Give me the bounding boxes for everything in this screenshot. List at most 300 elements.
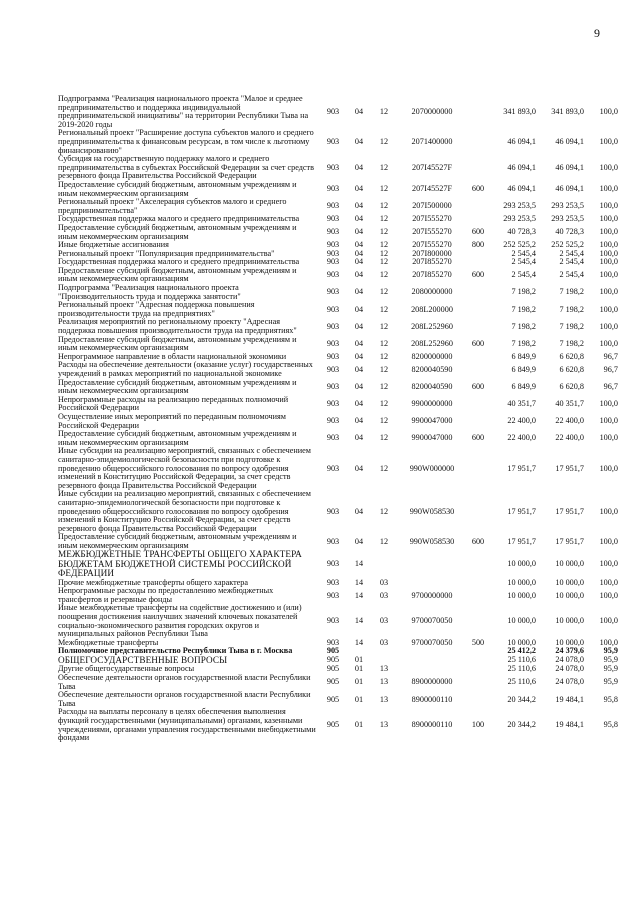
row-description: Расходы на выплаты персоналу в целях обеспечения выполнения функций государственными (муниципальными) органами, казенными учреждениями, органами управления государственными внебюджетными фондами [58, 707, 316, 743]
row-admin-code: 903 [326, 590, 340, 600]
table-row [58, 379, 618, 396]
row-expense-type [468, 258, 488, 267]
table-row [58, 447, 618, 490]
table-row [58, 95, 618, 129]
table-row [58, 267, 618, 284]
row-section-code: 04 [354, 364, 364, 374]
row-percent: 100,0 [599, 559, 618, 569]
row-planned-amount: 17 951,7 [507, 506, 536, 516]
row-planned-amount: 6 849,9 [511, 381, 536, 391]
row-expense-type: 600 [471, 536, 485, 546]
row-target-code: 207I555270 [412, 227, 452, 237]
row-percent: 100,0 [599, 506, 618, 516]
row-target-code: 208L252960 [411, 321, 453, 331]
row-target-code: 207I855270 [412, 270, 452, 280]
row-target-code: 207I500000 [412, 201, 452, 211]
row-percent: 95,8 [603, 720, 618, 730]
row-description: Межбюджетные трансферты [58, 637, 159, 647]
row-percent: 100,0 [599, 536, 618, 546]
row-subsection-code: 13 [379, 664, 389, 674]
row-target-code: 990W058530 [409, 536, 455, 546]
row-target-code: 990W000000 [409, 463, 455, 473]
row-admin-code: 903 [326, 364, 340, 374]
table-row [58, 490, 618, 533]
table-row [58, 396, 618, 413]
row-actual-amount: 7 198,2 [559, 287, 584, 297]
row-admin-code: 905 [326, 677, 340, 687]
row-subsection-code: 13 [379, 720, 389, 730]
row-expense-type [468, 665, 488, 674]
row-expense-type [468, 353, 488, 362]
table-row [58, 674, 618, 691]
row-admin-code: 903 [326, 240, 340, 250]
row-actual-amount: 7 198,2 [559, 321, 584, 331]
row-subsection-code: 13 [379, 694, 389, 704]
row-percent: 100,0 [599, 257, 618, 267]
row-planned-amount: 2 545,4 [511, 270, 536, 280]
row-planned-amount: 25 412,2 [507, 646, 536, 656]
row-admin-code: 903 [326, 270, 340, 280]
row-section-code: 04 [354, 240, 364, 250]
row-section-code: 04 [354, 381, 364, 391]
row-percent: 100,0 [599, 338, 618, 348]
row-percent: 100,0 [599, 637, 618, 647]
row-description: Предоставление субсидий бюджетным, автономным учреждениям и иным некоммерческим организациям [58, 377, 297, 396]
row-planned-amount: 17 951,7 [507, 536, 536, 546]
row-actual-amount: 22 400,0 [555, 416, 584, 426]
row-planned-amount: 46 094,1 [507, 136, 536, 146]
row-description: Полномочное представительство Республики Тыва в г. Москва [58, 646, 293, 656]
row-expense-type: 600 [471, 433, 485, 443]
row-actual-amount: 7 198,2 [559, 338, 584, 348]
row-subsection-code: 12 [379, 304, 389, 314]
row-description: Прочие межбюджетные трансферты общего характера [58, 577, 249, 587]
row-expense-type [468, 550, 488, 578]
row-actual-amount: 17 951,7 [555, 463, 584, 473]
row-target-code: 207I855270 [412, 257, 452, 267]
row-admin-code: 903 [326, 106, 340, 116]
row-admin-code: 905 [326, 664, 340, 674]
row-subsection-code: 03 [379, 616, 389, 626]
row-subsection-code: 12 [379, 416, 389, 426]
row-percent: 100,0 [599, 227, 618, 237]
row-section-code: 04 [354, 287, 364, 297]
row-percent: 100,0 [599, 270, 618, 280]
table-row [58, 413, 618, 430]
table-row [58, 224, 618, 241]
row-planned-amount: 25 110,6 [507, 664, 536, 674]
row-description: Региональный проект "Адресная поддержка повышения производительности труда на предприятиях" [58, 300, 255, 318]
row-admin-code: 903 [326, 162, 340, 172]
row-section-code: 01 [354, 664, 364, 674]
row-subsection-code: 12 [379, 227, 389, 237]
row-admin-code: 903 [326, 248, 340, 258]
table-row [58, 430, 618, 447]
row-description: Иные субсидии на реализацию мероприятий, связанных с обеспечением санитарно-эпидемиологической безопасности при подготовке к проведению общероссийского голосования по вопросу одобрения изменений в Конституцию Российской Федерации, за счет средств резервного фонда Правительства Российской Федерации [58, 446, 311, 490]
row-target-code: 207I800000 [412, 248, 452, 258]
row-admin-code: 903 [326, 416, 340, 426]
row-description: Предоставление субсидий бюджетным, автономным учреждениям и иным некоммерческим организациям [58, 334, 297, 353]
row-expense-type [468, 318, 488, 335]
row-percent: 100,0 [599, 321, 618, 331]
row-description: Иные бюджетные ассигнования [58, 240, 169, 250]
row-admin-code: 903 [326, 351, 340, 361]
row-actual-amount: 2 545,4 [559, 257, 584, 267]
row-subsection-code: 12 [379, 381, 389, 391]
row-target-code: 207I45527F [411, 184, 453, 194]
row-subsection-code: 12 [379, 184, 389, 194]
row-description: Субсидия на государственную поддержку малого и среднего предпринимательства в субъектах Российской Федерации за счет средств резервного фонда Правительства Российской Федерации [58, 154, 314, 181]
row-expense-type: 500 [471, 637, 485, 647]
row-description: Непрограммные расходы на реализацию переданных полномочий Российской Федерации [58, 394, 289, 413]
row-subsection-code: 12 [379, 248, 389, 258]
row-description: Предоставление субсидий бюджетным, автономным учреждениям и иным некоммерческим организациям [58, 179, 297, 198]
row-section-code: 04 [354, 463, 364, 473]
row-admin-code: 903 [326, 536, 340, 546]
row-section-code: 04 [354, 106, 364, 116]
row-actual-amount: 10 000,0 [555, 559, 584, 569]
row-expense-type [468, 691, 488, 708]
row-subsection-code: 12 [379, 257, 389, 267]
row-subsection-code: 12 [379, 351, 389, 361]
row-section-code: 04 [354, 162, 364, 172]
row-planned-amount: 10 000,0 [507, 637, 536, 647]
row-section-code: 04 [354, 321, 364, 331]
row-subsection-code: 12 [379, 433, 389, 443]
row-target-code [396, 647, 468, 656]
table-row [58, 301, 618, 318]
row-actual-amount: 10 000,0 [555, 577, 584, 587]
row-subsection-code: 12 [379, 463, 389, 473]
row-target-code: 2080000000 [411, 287, 453, 297]
row-subsection-code: 12 [379, 364, 389, 374]
row-section-code: 01 [354, 677, 364, 687]
row-admin-code: 905 [326, 720, 340, 730]
row-description: Региональный проект "Популяризация предпринимательства" [58, 248, 275, 258]
row-actual-amount: 2 545,4 [559, 270, 584, 280]
row-percent: 100,0 [599, 240, 618, 250]
row-target-code [396, 550, 468, 578]
row-expense-type [468, 587, 488, 604]
row-description: Предоставление субсидий бюджетным, автономным учреждениям и иным некоммерческим организациям [58, 532, 297, 550]
row-expense-type [468, 447, 488, 490]
row-target-code: 208L252960 [411, 338, 453, 348]
row-admin-code: 903 [326, 287, 340, 297]
row-description: Обеспечение деятельности органов государственной власти Республики Тыва [58, 690, 311, 708]
row-section-code: 04 [354, 270, 364, 280]
row-subsection-code: 12 [379, 240, 389, 250]
row-subsection-code: 12 [379, 106, 389, 116]
row-percent: 95,9 [603, 646, 618, 656]
row-percent: 100,0 [599, 136, 618, 146]
row-section-code: 14 [354, 559, 364, 569]
row-actual-amount: 22 400,0 [555, 433, 584, 443]
row-section-code: 14 [354, 590, 364, 600]
row-description: Другие общегосударственные вопросы [58, 664, 195, 674]
row-description: Предоставление субсидий бюджетным, автономным учреждениям и иным некоммерческим организациям [58, 429, 297, 447]
row-actual-amount: 2 545,4 [559, 248, 584, 258]
row-admin-code: 903 [326, 136, 340, 146]
row-target-code: 8900000110 [411, 720, 453, 730]
row-section-code: 04 [354, 227, 364, 237]
row-actual-amount: 293 253,5 [551, 214, 584, 224]
row-admin-code: 903 [326, 304, 340, 314]
row-subsection-code [372, 647, 396, 656]
table-row [58, 318, 618, 335]
table-row [58, 550, 618, 578]
row-section-code: 14 [354, 637, 364, 647]
row-planned-amount: 46 094,1 [507, 184, 536, 194]
row-percent: 100,0 [599, 184, 618, 194]
row-target-code: 9900047000 [411, 416, 453, 426]
row-subsection-code: 03 [379, 577, 389, 587]
row-actual-amount: 6 620,8 [559, 351, 584, 361]
table-row [58, 155, 618, 181]
row-section-code: 04 [354, 433, 364, 443]
row-planned-amount: 293 253,5 [503, 201, 536, 211]
row-expense-type [468, 250, 488, 259]
row-planned-amount: 2 545,4 [511, 248, 536, 258]
row-description: Предоставление субсидий бюджетным, автономным учреждениям и иным некоммерческим организациям [58, 265, 297, 284]
row-subsection-code: 12 [379, 536, 389, 546]
table-row [58, 336, 618, 353]
row-percent: 95,9 [603, 677, 618, 687]
row-target-code: 8900000000 [411, 677, 453, 687]
row-subsection-code [372, 550, 396, 578]
row-percent: 96,7 [603, 364, 618, 374]
row-planned-amount: 17 951,7 [507, 463, 536, 473]
row-section-code: 01 [354, 720, 364, 730]
table-row [58, 129, 618, 155]
row-actual-amount: 6 620,8 [559, 381, 584, 391]
row-actual-amount: 24 078,0 [555, 677, 584, 687]
row-description: Подпрограмма "Реализация национального проекта "Малое и среднее предпринимательство и поддержка индивидуальной предпринимательской инициативы" на территории Республики Тыва на 2019-2020 годы [58, 94, 309, 129]
row-percent: 100,0 [599, 214, 618, 224]
row-target-code: 207I555270 [412, 214, 452, 224]
row-section-code: 04 [354, 136, 364, 146]
row-admin-code: 903 [326, 463, 340, 473]
row-planned-amount: 252 525,2 [503, 240, 536, 250]
row-expense-type [468, 396, 488, 413]
row-planned-amount: 7 198,2 [511, 287, 536, 297]
row-description: Расходы на обеспечение деятельности (оказание услуг) государственных учреждений в рамках мероприятий по национальной экономике [58, 360, 313, 378]
row-description: Осуществление иных мероприятий по переданным полномочиям Российской Федерации [58, 411, 286, 430]
row-actual-amount: 40 351,7 [555, 399, 584, 409]
row-target-code: 8200040590 [411, 364, 453, 374]
row-planned-amount: 10 000,0 [507, 559, 536, 569]
row-percent: 100,0 [599, 287, 618, 297]
row-admin-code: 903 [326, 577, 340, 587]
row-actual-amount: 24 078,0 [555, 664, 584, 674]
row-target-code: 8200040590 [411, 381, 453, 391]
row-planned-amount: 7 198,2 [511, 338, 536, 348]
row-actual-amount: 19 484,1 [555, 694, 584, 704]
row-admin-code: 905 [326, 655, 340, 665]
page-number: 9 [594, 26, 600, 40]
row-expense-type [468, 95, 488, 129]
row-subsection-code: 12 [379, 287, 389, 297]
row-target-code: 9700000000 [411, 590, 453, 600]
row-subsection-code: 12 [379, 214, 389, 224]
row-target-code: 9700070050 [411, 637, 453, 647]
row-description: Иные субсидии на реализацию мероприятий, связанных с обеспечением санитарно-эпидемиологической безопасности при подготовке к проведению общероссийского голосования по вопросу одобрения изменений в Конституцию Российской Федерации, за счет средств резервного фонда Правительства Российской Федерации [58, 489, 311, 533]
row-subsection-code: 12 [379, 338, 389, 348]
row-description: Предоставление субсидий бюджетным, автономным учреждениям и иным некоммерческим организациям [58, 222, 297, 241]
row-description: МЕЖБЮДЖЕТНЫЕ ТРАНСФЕРТЫ ОБЩЕГО ХАРАКТЕРА БЮДЖЕТАМ БЮДЖЕТНОЙ СИСТЕМЫ РОССИЙСКОЙ ФЕДЕРАЦИИ [58, 549, 302, 579]
row-expense-type [468, 579, 488, 588]
row-admin-code: 903 [326, 616, 340, 626]
row-actual-amount: 252 525,2 [551, 240, 584, 250]
row-admin-code: 903 [326, 257, 340, 267]
row-actual-amount: 40 728,3 [555, 227, 584, 237]
row-percent: 100,0 [599, 399, 618, 409]
row-expense-type [468, 604, 488, 638]
row-planned-amount: 22 400,0 [507, 433, 536, 443]
row-section-code: 04 [354, 257, 364, 267]
row-target-code: 207I45527F [411, 162, 453, 172]
row-actual-amount: 10 000,0 [555, 616, 584, 626]
row-subsection-code: 12 [379, 506, 389, 516]
row-section-code: 04 [354, 214, 364, 224]
row-subsection-code: 13 [379, 677, 389, 687]
row-percent: 100,0 [599, 463, 618, 473]
row-subsection-code: 12 [379, 270, 389, 280]
row-target-code: 2071400000 [411, 136, 453, 146]
row-expense-type: 800 [471, 240, 485, 250]
row-target-code: 2070000000 [411, 106, 453, 116]
row-percent: 96,7 [603, 351, 618, 361]
row-target-code [396, 656, 468, 665]
row-planned-amount: 20 344,2 [507, 694, 536, 704]
row-percent: 100,0 [599, 248, 618, 258]
row-actual-amount: 341 893,0 [551, 106, 584, 116]
row-subsection-code: 12 [379, 136, 389, 146]
row-planned-amount: 40 728,3 [507, 227, 536, 237]
row-section-code: 04 [354, 201, 364, 211]
row-percent: 100,0 [599, 590, 618, 600]
row-section-code: 04 [354, 506, 364, 516]
row-planned-amount: 40 351,7 [507, 399, 536, 409]
row-percent: 100,0 [599, 201, 618, 211]
row-section-code: 14 [354, 577, 364, 587]
row-description: Подпрограмма "Реализация национального проекта "Производительность труда и поддержка занятости" [58, 283, 241, 301]
row-section-code: 04 [354, 416, 364, 426]
row-subsection-code: 12 [379, 399, 389, 409]
row-actual-amount: 293 253,5 [551, 201, 584, 211]
row-target-code: 8900000110 [411, 694, 453, 704]
row-planned-amount: 10 000,0 [507, 577, 536, 587]
row-expense-type [468, 647, 488, 656]
row-planned-amount: 10 000,0 [507, 616, 536, 626]
row-subsection-code: 12 [379, 321, 389, 331]
row-expense-type [468, 413, 488, 430]
row-actual-amount: 46 094,1 [555, 162, 584, 172]
row-planned-amount: 46 094,1 [507, 162, 536, 172]
row-percent: 95,9 [603, 655, 618, 665]
row-description: ОБЩЕГОСУДАРСТВЕННЫЕ ВОПРОСЫ [58, 655, 228, 666]
row-expense-type [468, 155, 488, 181]
row-section-code: 04 [354, 248, 364, 258]
row-percent: 95,8 [603, 694, 618, 704]
row-section-code: 04 [354, 184, 364, 194]
row-percent: 100,0 [599, 106, 618, 116]
table-row [58, 198, 618, 215]
row-planned-amount: 25 110,6 [507, 655, 536, 665]
row-expense-type: 600 [471, 270, 485, 280]
row-section-code: 04 [354, 399, 364, 409]
row-admin-code: 903 [326, 381, 340, 391]
row-admin-code: 905 [326, 694, 340, 704]
row-percent: 95,9 [603, 664, 618, 674]
table-row [58, 533, 618, 550]
row-expense-type [468, 674, 488, 691]
row-planned-amount: 22 400,0 [507, 416, 536, 426]
row-actual-amount: 24 078,0 [555, 655, 584, 665]
row-actual-amount: 10 000,0 [555, 590, 584, 600]
row-expense-type [468, 361, 488, 378]
row-expense-type: 600 [471, 338, 485, 348]
row-target-code: 207I555270 [412, 240, 452, 250]
row-planned-amount: 2 545,4 [511, 257, 536, 267]
row-actual-amount: 46 094,1 [555, 184, 584, 194]
row-expense-type [468, 215, 488, 224]
row-expense-type [468, 198, 488, 215]
row-percent: 100,0 [599, 577, 618, 587]
row-admin-code: 903 [326, 201, 340, 211]
row-expense-type: 600 [471, 227, 485, 237]
row-subsection-code: 12 [379, 201, 389, 211]
row-percent: 100,0 [599, 616, 618, 626]
row-actual-amount: 19 484,1 [555, 720, 584, 730]
row-admin-code: 905 [326, 646, 340, 656]
row-description: Обеспечение деятельности органов государственной власти Республики Тыва [58, 673, 311, 691]
row-expense-type: 100 [471, 720, 485, 730]
row-expense-type [468, 656, 488, 665]
row-subsection-code: 12 [379, 162, 389, 172]
row-admin-code: 903 [326, 637, 340, 647]
table-row [58, 587, 618, 604]
row-actual-amount: 17 951,7 [555, 506, 584, 516]
row-expense-type [468, 301, 488, 318]
row-expense-type: 600 [471, 184, 485, 194]
row-actual-amount: 6 620,8 [559, 364, 584, 374]
row-admin-code: 903 [326, 184, 340, 194]
row-planned-amount: 10 000,0 [507, 590, 536, 600]
row-section-code: 04 [354, 351, 364, 361]
row-target-code [396, 579, 468, 588]
row-section-code: 04 [354, 536, 364, 546]
row-expense-type [468, 490, 488, 533]
row-planned-amount: 6 849,9 [511, 364, 536, 374]
row-subsection-code: 03 [379, 590, 389, 600]
row-admin-code: 903 [326, 227, 340, 237]
row-target-code [396, 665, 468, 674]
row-section-code: 01 [354, 655, 364, 665]
table-body [58, 95, 618, 743]
row-description: Государственная поддержка малого и среднего предпринимательства [58, 257, 300, 267]
row-expense-type: 600 [471, 381, 485, 391]
table-row [58, 181, 618, 198]
row-description: Региональный проект "Расширение доступа субъектов малого и среднего предпринимательства к финансовым ресурсам, в том числе к льготному финансированию" [58, 128, 314, 155]
row-planned-amount: 25 110,6 [507, 677, 536, 687]
row-admin-code: 903 [326, 321, 340, 331]
row-target-code: 990W058530 [409, 506, 455, 516]
row-planned-amount: 293 253,5 [503, 214, 536, 224]
row-planned-amount: 7 198,2 [511, 304, 536, 314]
row-expense-type [468, 129, 488, 155]
table-row [58, 708, 618, 742]
row-admin-code: 903 [326, 559, 340, 569]
